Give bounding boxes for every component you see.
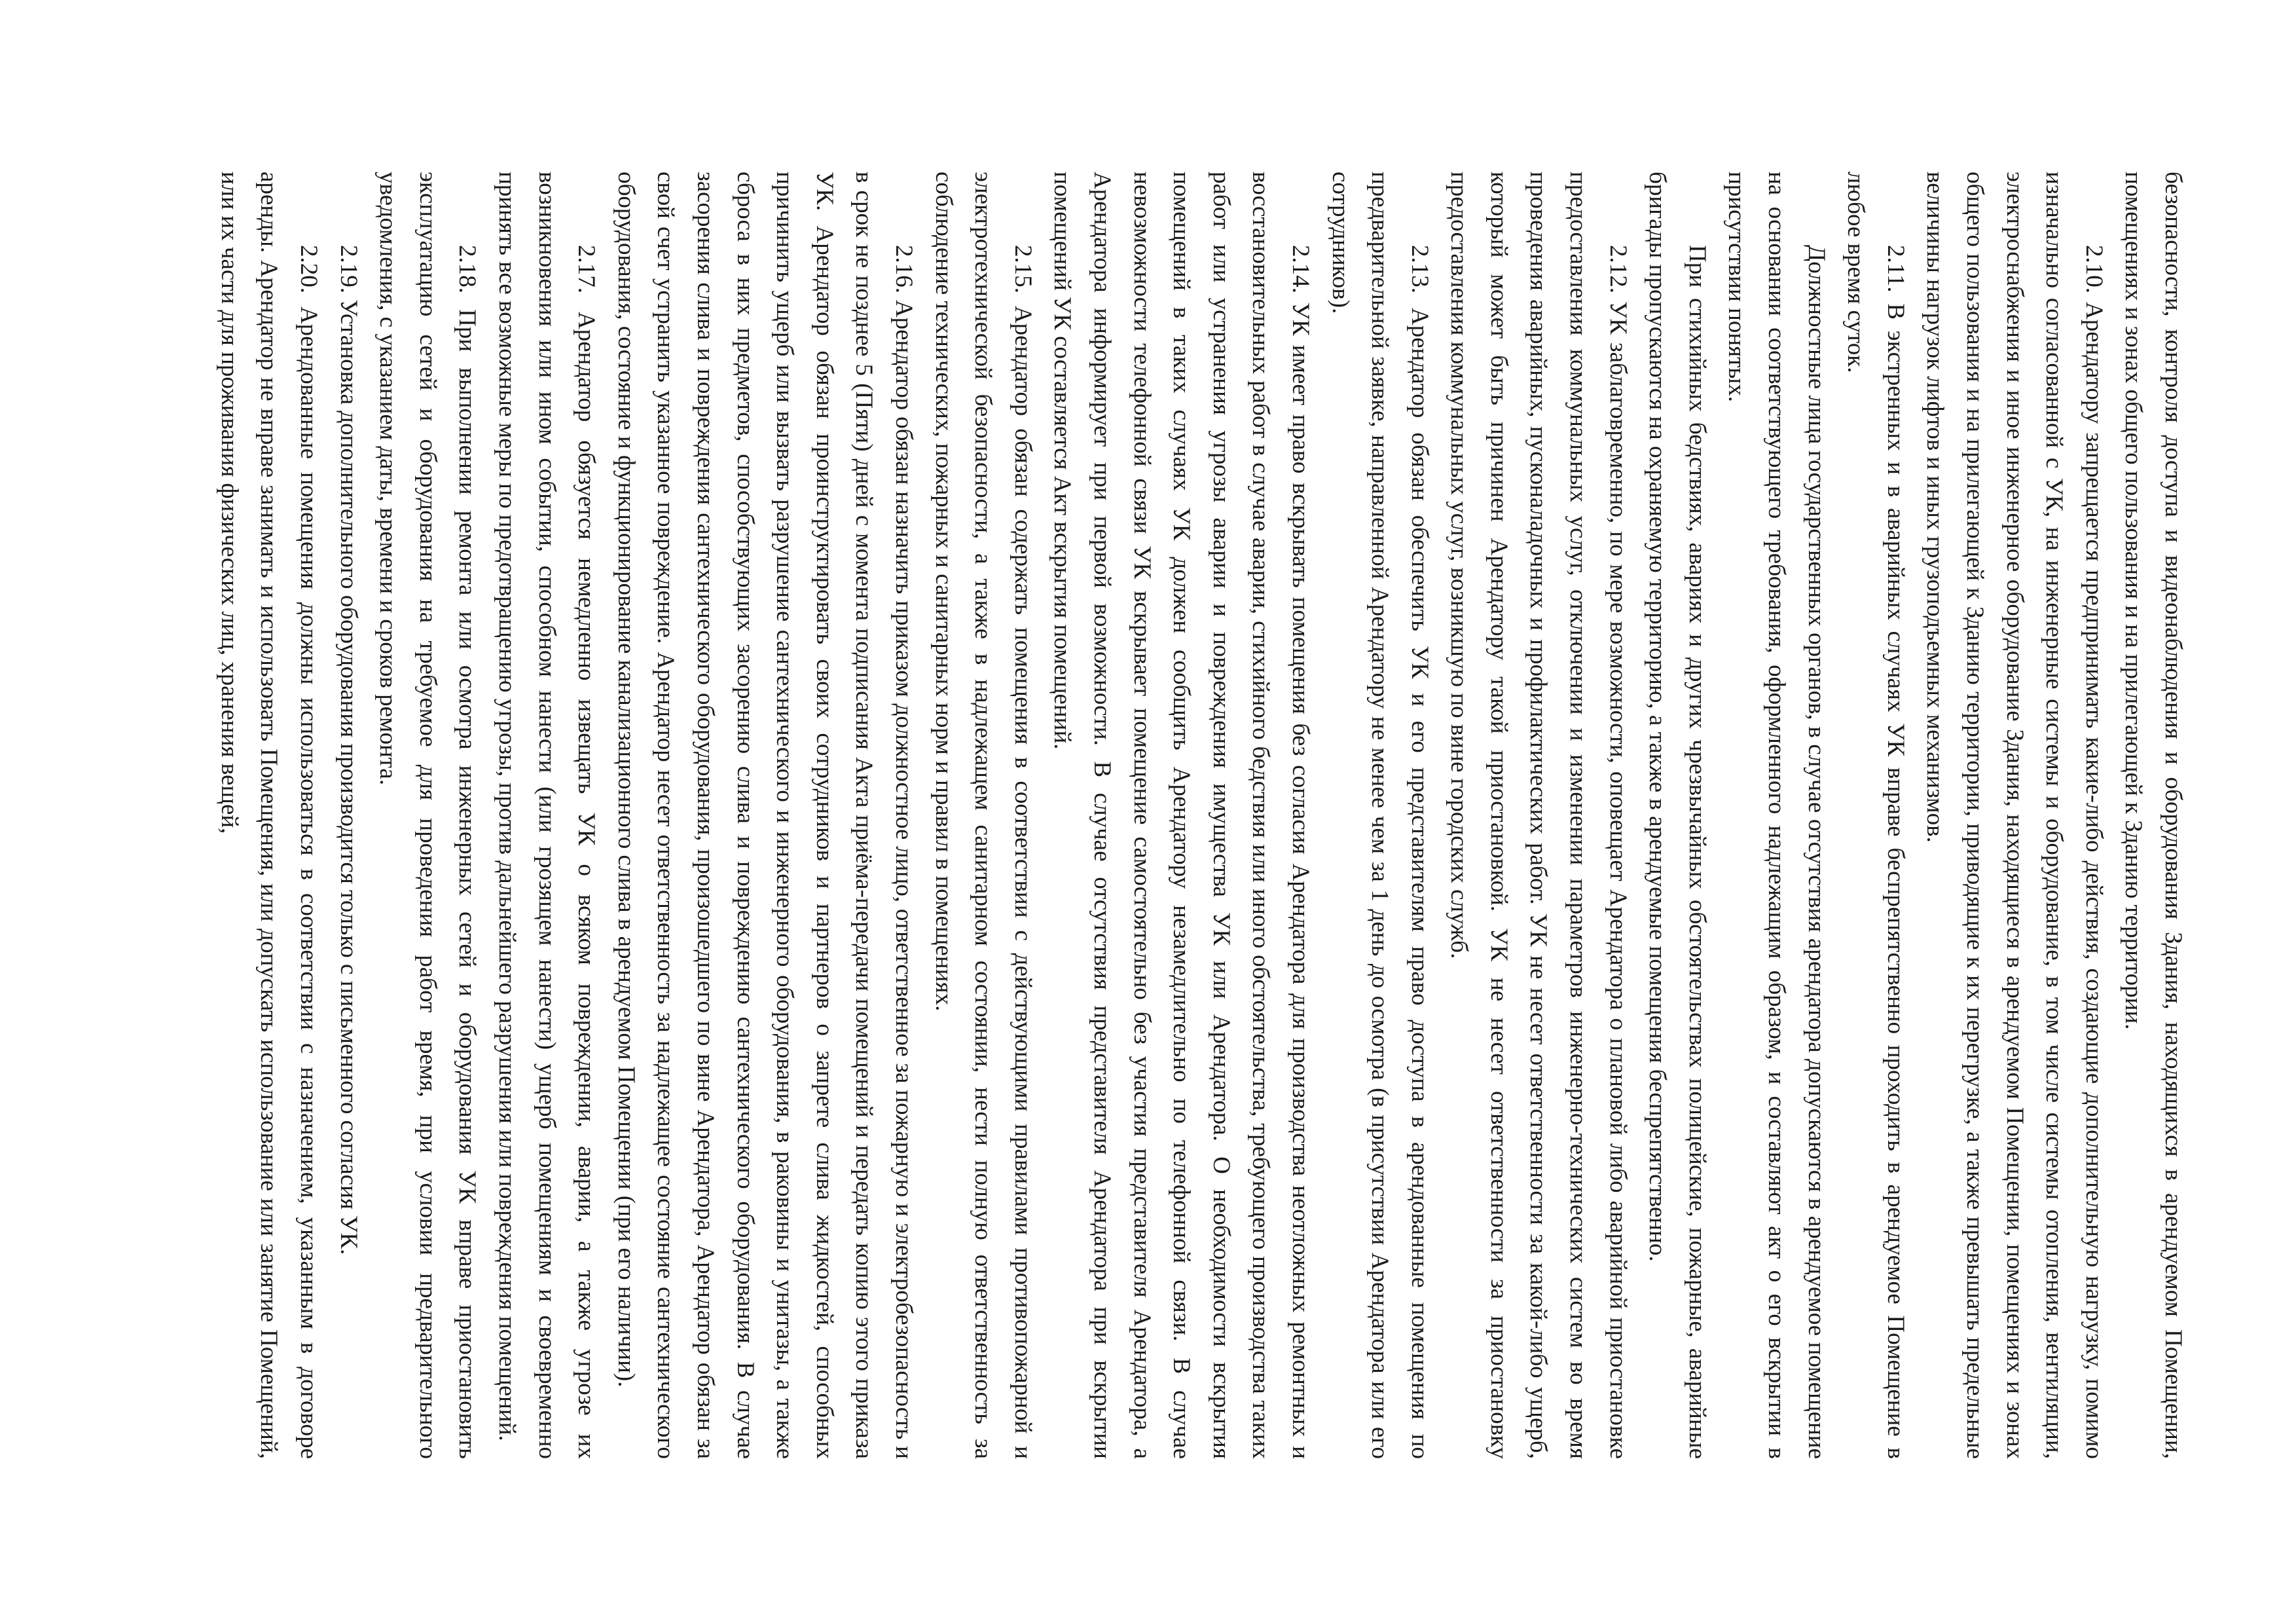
document-body bbox=[209, 172, 2193, 1459]
paragraph-p-2-13: 2.13. Арендатор обязан обеспечить УК и его представителям право доступа в арендованные помещения по предварительной заявке, направленной Арендатору не менее чем за 1 день до осмотра (в присутствии Арендатора или его сотрудников). bbox=[1326, 172, 1433, 1459]
paragraph-p-2-9-cont: безопасности, контроля доступа и видеонаблюдения и оборудования Здания, находящихся в арендуемом Помещении, помещениях и зонах общего пользования и на прилегающей к Зданию территории. bbox=[2120, 172, 2187, 1459]
paragraph-p-2-20: 2.20. Арендованные помещения должны использоваться в соответствии с назначением, указанным в договоре аренды. Арендатор не вправе занимать и использовать Помещения, или допускать использование или занятие Помещений, или их части для проживания физических лиц, хранения вещей, bbox=[215, 172, 323, 1459]
paragraph-p-2-10: 2.10. Арендатору запрещается предпринимать какие-либо действия, создающие дополнительную нагрузку, помимо изначально согласованной с УК, на инженерные системы и оборудование, в том числе системы отопления, вентиляции, электроснабжения и иное инженерное оборудование Здания, находящиеся в арендуемом Помещении, помещениях и зонах общего пользования и на прилегающей к Зданию территории, приводящие к их перегрузке, а также превышать предельные величины нагрузок лифтов и иных грузоподъемных механизмов. bbox=[1922, 172, 2107, 1459]
paragraph-p-2-19: 2.19. Установка дополнительного оборудования производится только с письменного согласия УК. bbox=[335, 245, 362, 1255]
paragraph-p-2-12: 2.12. УК заблаговременно, по мере возможности, оповещает Арендатора о плановой либо аварийной приостановке предоставления коммунальных услуг, отключении и изменении параметров инженерно-технических систем во время проведения аварийных, пусконаладочных и профилактических работ. УК не несет ответственности за какой-либо ущерб, который может быть причинен Арендатору такой приостановкой. УК не несет ответственности за приостановку предоставления коммунальных услуг, возникшую по вине городских служб. bbox=[1446, 172, 1631, 1459]
paragraph-p-2-16: 2.16. Арендатор обязан назначить приказом должностное лицо, ответственное за пожарную и электробезопасность и в срок не позднее 5 (Пяти) дней с момента подписания Акта приёма-передачи помещений и передать копию этого приказа УК. Арендатор обязан проинструктировать своих сотрудников и партнеров о запрете слива жидкостей, способных причинить ущерб или вызвать разрушение сантехнического и инженерного оборудования, в раковины и унитазы, а также сброса в них предметов, способствующих засорению слива и повреждению сантехнического оборудования. В случае засорения слива и повреждения сантехнического оборудования, произошедшего по вине Арендатора, Арендатор обязан за свой счет устранить указанное повреждение. Арендатор несет ответственность за надлежащее состояние сантехнического оборудования, состояние и функционирование канализационного слива в арендуемом Помещении (при его наличии). bbox=[612, 172, 917, 1459]
paragraph-p-2-11-c: При стихийных бедствиях, авариях и других чрезвычайных обстоятельствах полицейские, пожарные, аварийные бригады пропускаются на охраняемую территорию, а также в арендуемые помещения беспрепятственно. bbox=[1644, 172, 1711, 1459]
paragraph-p-2-11-b: Должностные лица государственных органов, в случае отсутствия арендатора допускаются в арендуемое помещение на основании соответствующего требования, оформленного надлежащим образом, и составляют акт о его вскрытии в присутствии понятых. bbox=[1723, 172, 1830, 1459]
paragraph-p-2-15: 2.15. Арендатор обязан содержать помещения в соответствии с действующими правилами противопожарной и электротехнической безопасности, а также в надлежащем санитарном состоянии, нести полную ответственность за соблюдение технических, пожарных и санитарных норм и правил в помещениях. bbox=[930, 172, 1036, 1459]
paragraph-p-2-14: 2.14. УК имеет право вскрывать помещения без согласия Арендатора для производства неотложных ремонтных и восстановительных работ в случае аварии, стихийного бедствия или иного обстоятельства, требующего производства таких работ или устранения угрозы аварии и повреждения имущества УК или Арендатора. О необходимости вскрытия помещений в таких случаях УК должен сообщить Арендатору незамедлительно по телефонной связи. В случае невозможности телефонной связи УК вскрывает помещение самостоятельно без участия представителя Арендатора, а Арендатора информирует при первой возможности. В случае отсутствия представителя Арендатора при вскрытии помещений УК составляется Акт вскрытия помещений. bbox=[1049, 172, 1314, 1459]
paragraph-p-2-18: 2.18. При выполнении ремонта или осмотра инженерных сетей и оборудования УК вправе приостановить эксплуатацию сетей и оборудования на требуемое для проведения работ время, при условии предварительного уведомления, с указанием даты, времени и сроков ремонта. bbox=[374, 172, 481, 1459]
paragraph-p-2-11: 2.11. В экстренных и в аварийных случаях УК вправе беспрепятственно проходить в арендуемое Помещение в любое время суток. bbox=[1842, 172, 1909, 1459]
paragraph-p-2-17: 2.17. Арендатор обязуется немедленно извещать УК о всяком повреждении, аварии, а также угрозе их возникновения или ином событии, способном нанести (или грозящем нанести) ущерб помещениям и своевременно принять все возможные меры по предотвращению угрозы, против дальнейшего разрушения или повреждения помещений. bbox=[494, 172, 600, 1459]
